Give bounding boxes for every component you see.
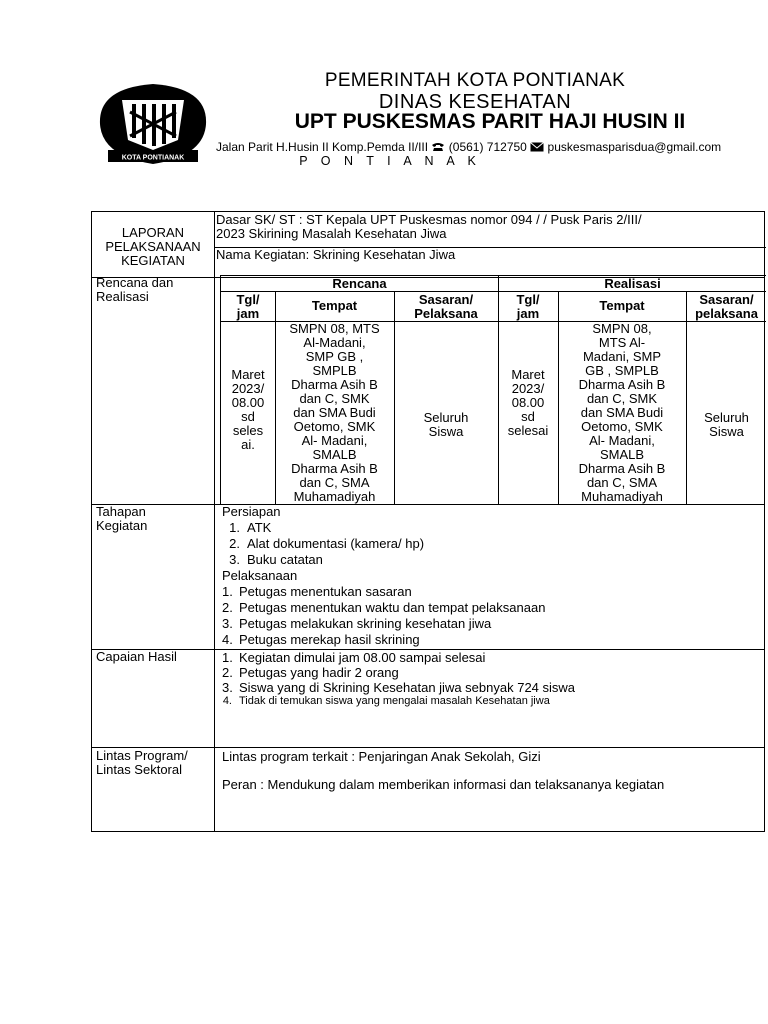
realisasi-tempat-5: Dharma Asih B	[578, 377, 666, 392]
rencana-tempat-1: SMPN 08, MTS	[289, 321, 380, 336]
lintas-label-1: Lintas Program/	[96, 748, 188, 763]
col-sasaran-rencana-1: Sasaran/	[418, 292, 474, 307]
rencana-tgl-5: seles	[232, 423, 264, 438]
rencana-tempat-4: SMPLB	[312, 363, 357, 378]
tahapan-label-1: Tahapan	[96, 504, 146, 519]
list-item: 2. Alat dokumentasi (kamera/ hp)	[229, 536, 425, 551]
col-sasaran-realisasi-2: pelaksana	[695, 306, 758, 321]
list-item: 1. Kegiatan dimulai jam 08.00 sampai selesai	[222, 650, 486, 665]
report-title-2: PELAKSANAAN	[105, 239, 201, 254]
realisasi-header: Realisasi	[604, 276, 661, 291]
list-item: 1. Petugas menentukan sasaran	[222, 584, 412, 599]
lintas-program: Lintas program terkait : Penjaringan Anak Sekolah, Gizi	[222, 749, 541, 764]
plan-grid	[220, 275, 766, 504]
realisasi-tempat-11: Dharma Asih B	[578, 461, 666, 476]
list-item: 4. Tidak di temukan siswa yang mengalai masalah Kesehatan jiwa	[222, 695, 550, 707]
persiapan-title: Persiapan	[222, 504, 281, 519]
realisasi-tempat-3: Madani, SMP	[582, 349, 662, 364]
rencana-tgl-2: 2023/	[231, 381, 265, 396]
realisasi-tempat-6: dan C, SMK	[586, 391, 658, 406]
report-title-3: KEGIATAN	[121, 253, 185, 268]
col-tempat-rencana: Tempat	[311, 298, 358, 313]
report-table	[91, 211, 765, 832]
list-item: 3. Siswa yang di Skrining Kesehatan jiwa sebnyak 724 siswa	[222, 680, 576, 695]
list-item: 3. Petugas melakukan skrining kesehatan jiwa	[222, 616, 492, 631]
list-item: 1. ATK	[229, 520, 272, 535]
col-tgl-rencana-2: jam	[236, 306, 260, 321]
rencana-tgl-3: 08.00	[231, 395, 265, 410]
dasar-line-1: Dasar SK/ ST : ST Kepala UPT Puskesmas nomor 094 / / Pusk Paris 2/III/	[216, 212, 642, 227]
rencana-tempat-3: SMP GB ,	[305, 349, 364, 364]
rencana-tgl-1: Maret	[231, 367, 265, 382]
address-text: Jalan Parit H.Husin II Komp.Pemda II/III	[216, 140, 429, 154]
rencana-tempat-6: dan C, SMK	[299, 391, 370, 406]
realisasi-tempat-13: Muhamadiyah	[581, 489, 663, 504]
address-line	[216, 140, 756, 154]
realisasi-tempat-4: GB , SMPLB	[585, 363, 659, 378]
col-sasaran-realisasi-1: Sasaran/	[699, 292, 754, 307]
header-line-2: DINAS KESEHATAN	[378, 91, 572, 113]
email-text: puskesmasparisdua@gmail.com	[547, 140, 722, 154]
header-line-1: PEMERINTAH KOTA PONTIANAK	[324, 70, 626, 91]
realisasi-tempat-9: Al- Madani,	[589, 433, 655, 448]
col-tempat-realisasi: Tempat	[599, 298, 645, 313]
realisasi-tempat-2: MTS Al-	[598, 335, 646, 350]
lintas-peran: Peran : Mendukung dalam memberikan informasi dan telaksananya kegiatan	[222, 777, 665, 792]
realisasi-tempat-8: Oetomo, SMK	[581, 419, 663, 434]
rencana-tempat-2: Al-Madani,	[303, 335, 366, 350]
pelaksanaan-title: Pelaksanaan	[222, 568, 298, 583]
logo-text: KOTA PONTIANAK	[121, 154, 185, 162]
list-item: 2. Petugas menentukan waktu dan tempat pelaksanaan	[222, 600, 546, 615]
col-tgl-realisasi-1: Tgl/	[516, 292, 540, 307]
realisasi-tgl-4: sd	[521, 409, 535, 424]
plan-label-2: Realisasi	[96, 289, 149, 304]
lintas-label-2: Lintas Sektoral	[96, 762, 182, 777]
phone-text: (0561) 712750	[448, 140, 527, 154]
rencana-tempat-7: dan SMA Budi	[293, 405, 376, 420]
plan-label-1: Rencana dan	[96, 275, 174, 290]
realisasi-sasaran-2: Siswa	[709, 424, 744, 439]
realisasi-sasaran-1: Seluruh	[704, 410, 749, 425]
report-title-1: LAPORAN	[121, 225, 185, 240]
realisasi-tgl-1: Maret	[511, 367, 545, 382]
nama-kegiatan: Nama Kegiatan: Skrining Kesehatan Jiwa	[216, 247, 456, 262]
realisasi-tempat-1: SMPN 08,	[592, 321, 652, 336]
rencana-tempat-9: Al- Madani,	[301, 433, 368, 448]
realisasi-tgl-3: 08.00	[511, 395, 545, 410]
realisasi-tgl-2: 2023/	[511, 381, 545, 396]
realisasi-tgl-5: selesai	[507, 423, 549, 438]
rencana-sasaran-1: Seluruh	[423, 410, 469, 425]
capaian-label: Capaian Hasil	[96, 649, 177, 664]
col-tgl-realisasi-2: jam	[516, 306, 540, 321]
phone-icon	[431, 142, 445, 152]
city-logo	[92, 78, 214, 170]
list-item: 4. Petugas merekap hasil skrining	[222, 632, 420, 647]
rencana-tgl-6: ai.	[241, 437, 255, 452]
realisasi-tempat-7: dan SMA Budi	[580, 405, 664, 420]
realisasi-tempat-12: dan C, SMA	[586, 475, 658, 490]
dasar-line-2: 2023 Skirining Masalah Kesehatan Jiwa	[216, 226, 447, 241]
list-item: 3. Buku catatan	[229, 552, 323, 567]
header-title: UPT PUSKESMAS PARIT HAJI HUSIN II	[294, 110, 686, 133]
rencana-tempat-12: dan C, SMA	[299, 475, 370, 490]
rencana-tgl-4: sd	[241, 409, 255, 424]
tahapan-label-2: Kegiatan	[96, 518, 148, 533]
rencana-tempat-8: Oetomo, SMK	[293, 419, 376, 434]
realisasi-tempat-10: SMALB	[599, 447, 645, 462]
rencana-tempat-5: Dharma Asih B	[291, 377, 378, 392]
envelope-icon	[530, 142, 544, 152]
rencana-tempat-10: SMALB	[312, 447, 357, 462]
rencana-tempat-13: Muhamadiyah	[293, 489, 376, 504]
rencana-header: Rencana	[332, 276, 387, 291]
col-tgl-rencana-1: Tgl/	[236, 292, 260, 307]
list-item: 2. Petugas yang hadir 2 orang	[222, 665, 399, 680]
rencana-tempat-11: Dharma Asih B	[291, 461, 378, 476]
rencana-sasaran-2: Siswa	[428, 424, 464, 439]
col-sasaran-rencana-2: Pelaksana	[414, 306, 478, 321]
city-name: P O N T I A N A K	[299, 154, 481, 168]
